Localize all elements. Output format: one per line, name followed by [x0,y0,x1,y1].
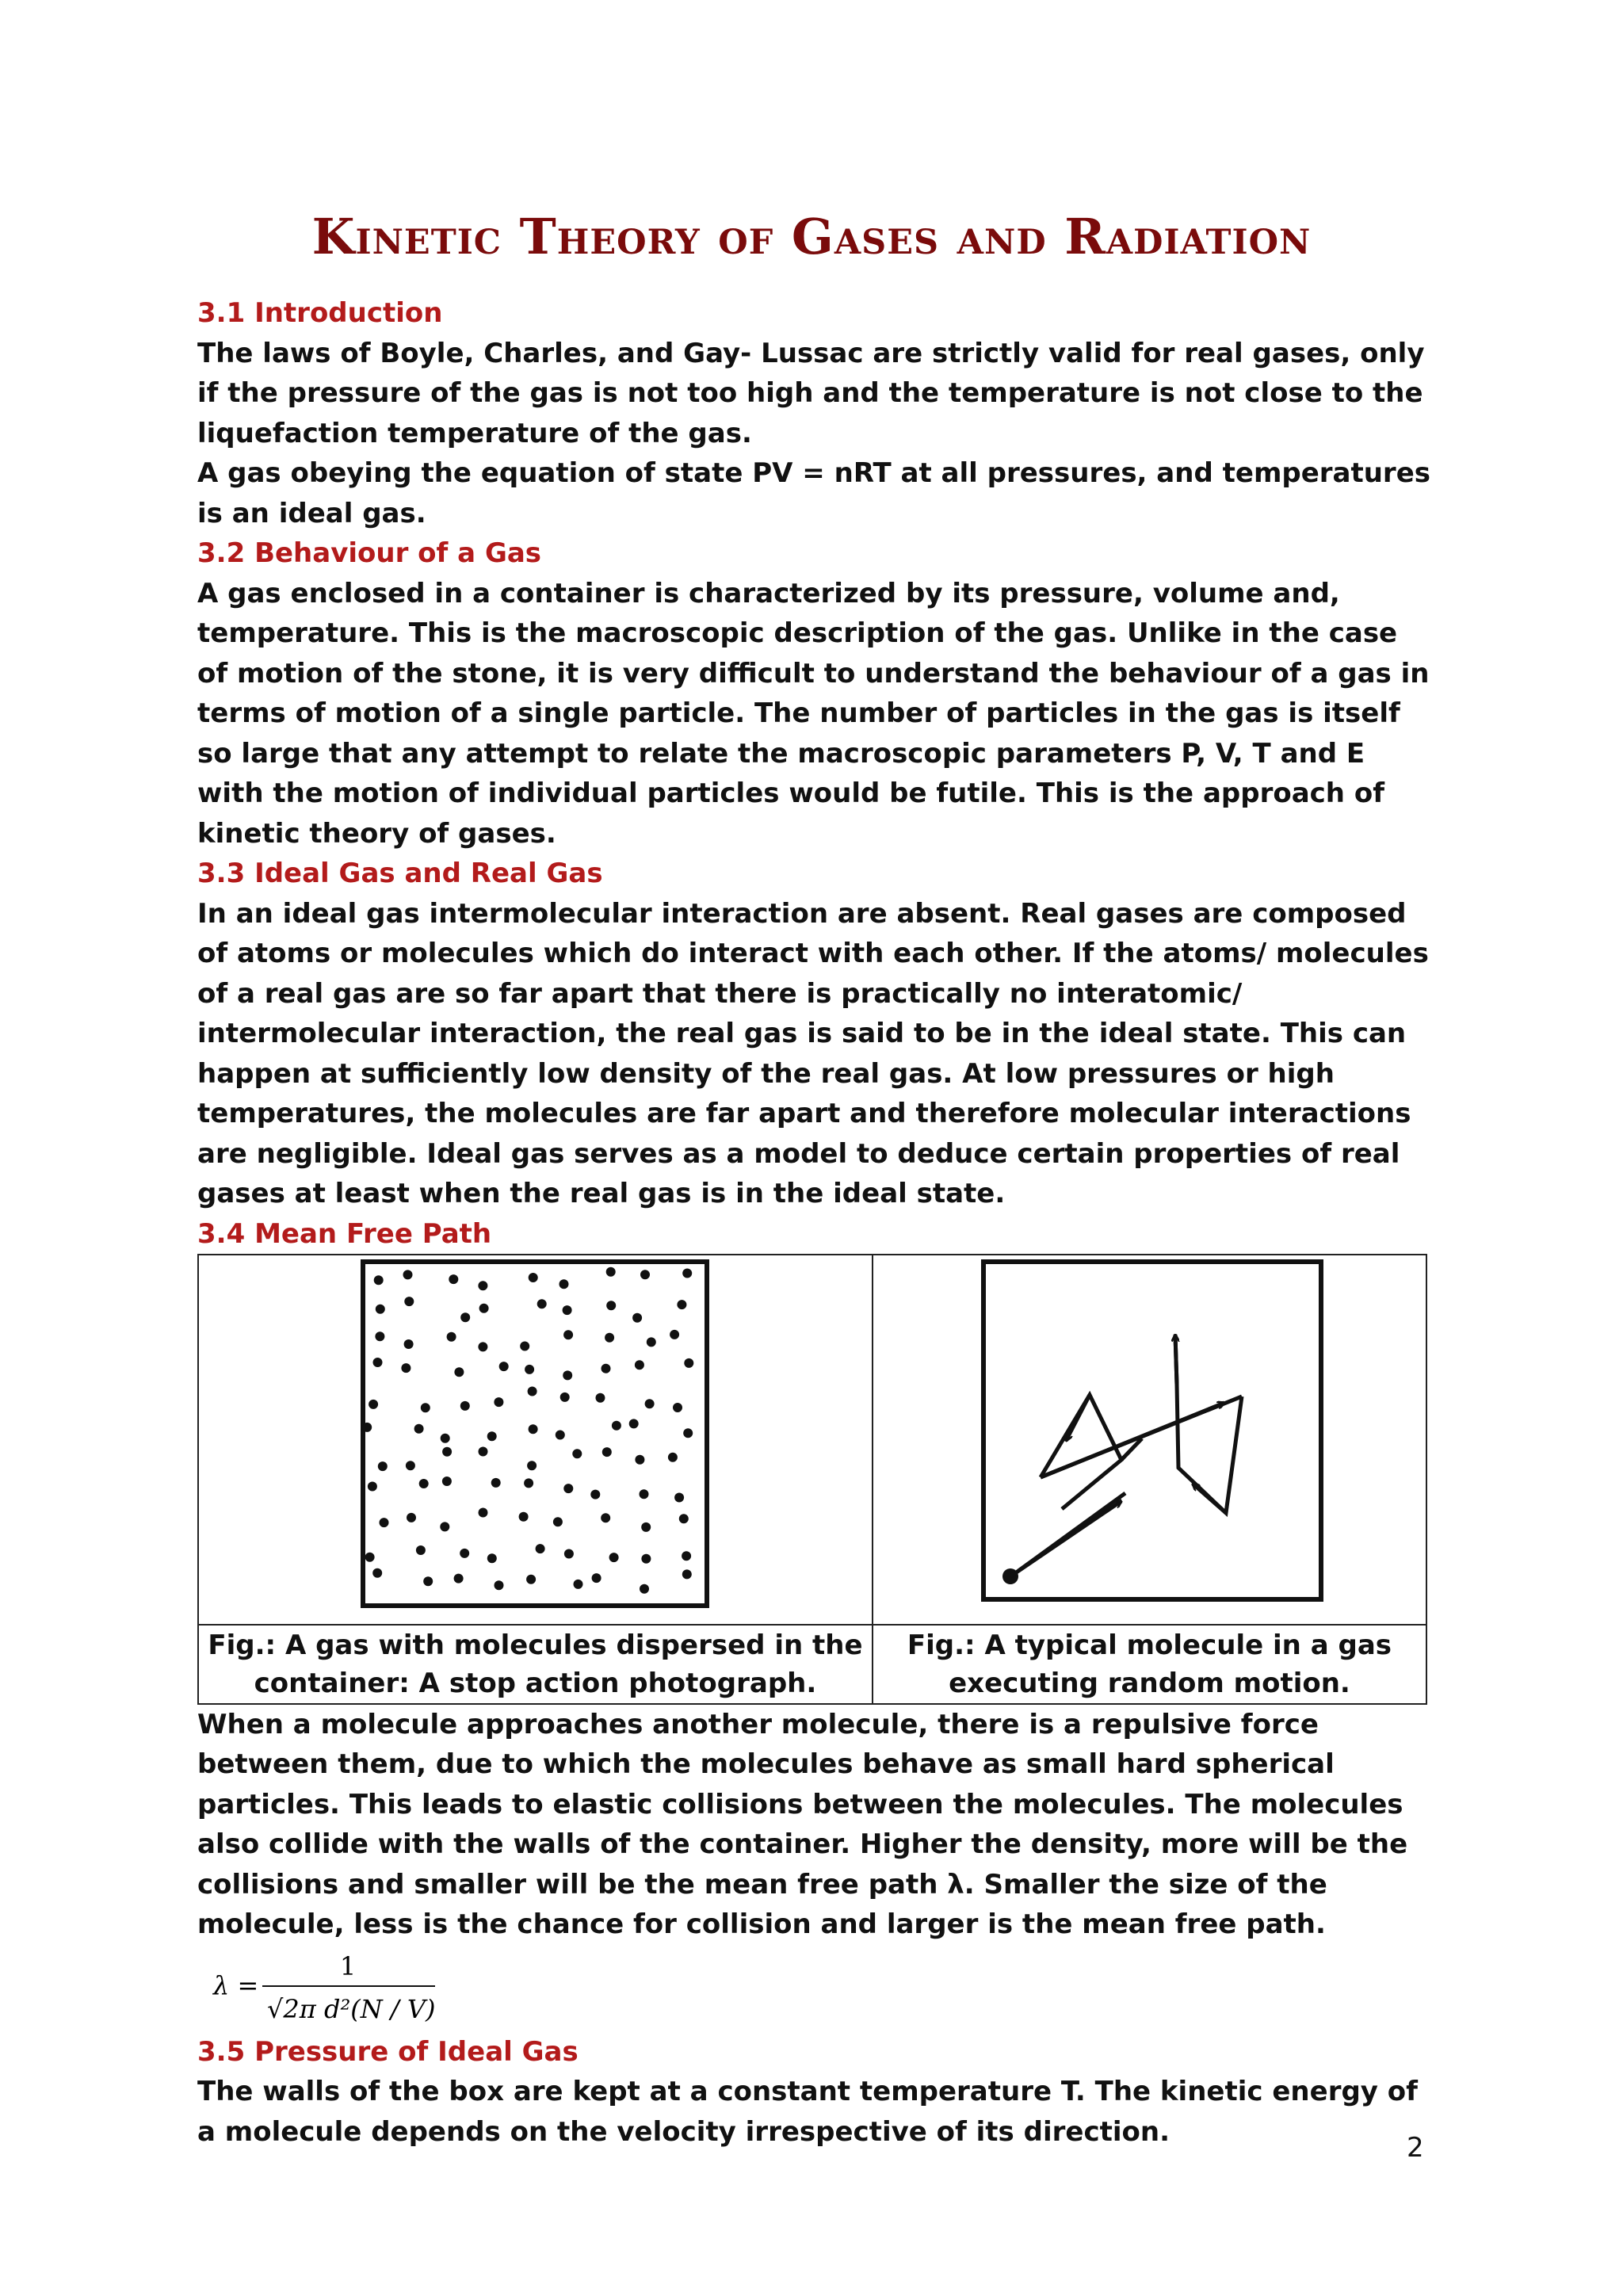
molecule-dot [380,1518,389,1527]
molecule-dot [537,1299,547,1308]
molecule-dot [460,1549,470,1558]
molecule-dot [443,1447,453,1457]
molecule-dot [479,1342,488,1351]
molecule-dot [563,1305,572,1315]
molecule-dot [536,1544,545,1553]
molecule-dot [461,1312,471,1322]
molecule-dot [495,1397,504,1407]
molecule-dot [416,1545,426,1555]
gas-molecules-figure [357,1255,713,1612]
molecule-dot [455,1367,464,1377]
molecule-dot [499,1362,509,1371]
molecule-dot [454,1574,464,1584]
molecule-dot [685,1358,694,1368]
molecule-dot [529,1273,538,1282]
section-heading-ideal-real-gas: 3.3 Ideal Gas and Real Gas [197,858,603,889]
molecule-dot [373,1568,383,1578]
molecule-dot [684,1428,693,1438]
molecule-dot [564,1549,574,1559]
molecule-dot [601,1513,611,1522]
molecule-dot [373,1358,383,1367]
formula-lhs: λ = [213,1969,259,2000]
section-heading-introduction: 3.1 Introduction [197,297,443,329]
molecule-dot [602,1447,612,1457]
molecule-dot [678,1300,687,1309]
molecule-dot [460,1401,470,1411]
content [197,293,1434,2152]
molecule-dot [521,1342,530,1351]
molecule-dot [405,1297,414,1306]
molecule-dot [487,1553,497,1563]
molecule-dot [403,1270,413,1279]
molecule-dot [640,1270,650,1279]
random-motion-figure [971,1255,1327,1612]
paragraph: A gas enclosed in a container is characterized by its pressure, volume and, temperature. This is the macroscopic description of the gas. Unlike in the case of motion of the stone, it is very difficult to understand the behaviour of a gas in terms of motion of a single particle. The number of particles in the gas is itself so large that any attempt to relate the macroscopic parameters P, V, T and E with the motion of individual particles would be futile. This is the approach of kinetic theory of gases. [197,577,1430,850]
molecule-dot [574,1580,583,1589]
molecule-dot [564,1330,574,1339]
molecule-dot [636,1455,645,1465]
molecule-dot [629,1419,639,1428]
molecule-dot [642,1522,651,1532]
molecule-dot [414,1424,424,1434]
molecule-dot [560,1392,570,1402]
paragraph: When a molecule approaches another molecule, there is a repulsive force between them, due to which the molecules behave as small hard spherical particles. This leads to elastic collisions between the molecules. The molecules also collide with the walls of the container. Higher the density, more will be the collisions and smaller will be the mean free path λ. Smaller the size of the molecule, less is the chance for collision and larger is the mean free path. [197,1708,1408,1940]
molecule-dot [528,1387,537,1396]
molecule-dot [491,1478,501,1488]
molecule-dot [421,1403,430,1412]
molecule-dot [633,1313,643,1323]
molecule-dot [642,1554,651,1564]
molecule-dot [407,1513,416,1522]
paragraph: The laws of Boyle, Charles, and Gay- Lussac are strictly valid for real gases, only if the pressure of the gas is not too high and the temperature is not close to the liquefaction temperature of the gas. [197,337,1425,449]
molecule-dot [378,1461,388,1471]
molecule-dot [447,1332,456,1342]
molecule-dot [528,1461,537,1470]
molecule-dot [369,1400,379,1409]
molecule-dot [605,1333,615,1343]
molecule-dot [640,1489,649,1499]
molecule-dot [376,1305,385,1314]
molecule-dot [441,1434,450,1443]
molecule-dot [479,1281,488,1290]
molecule-dot [374,1275,384,1285]
molecule-dot [564,1484,574,1493]
molecule-dot [601,1364,611,1373]
mean-free-path-formula [197,1945,1434,2032]
molecule-dot [635,1360,644,1370]
molecule-dot [402,1363,411,1373]
molecule-dot [553,1517,563,1526]
molecule-dot [609,1553,619,1562]
figure-gas-molecules [198,1255,873,1625]
molecule-dot [449,1274,459,1284]
molecule-dot [607,1301,617,1310]
molecule-dot [525,1365,535,1374]
formula-numerator: 1 [339,1950,357,1981]
molecule-dot [683,1269,693,1278]
molecule-dot [487,1431,497,1441]
molecule-dot [559,1279,569,1289]
molecule-dot [419,1479,429,1488]
molecule-dot [573,1449,582,1458]
molecule-dot [529,1424,538,1434]
molecule-dots [363,1267,694,1594]
page-number: 2 [1407,2132,1424,2164]
molecule-dot [442,1477,452,1486]
molecule-dot [647,1337,656,1347]
molecule-dot [679,1514,689,1523]
figure-random-motion [873,1255,1426,1625]
figure-caption-random-motion: Fig.: A typical molecule in a gas executing random motion. [873,1625,1426,1704]
molecule-dot [673,1403,682,1412]
formula-denominator: √2π d²(N / V) [267,1993,436,2024]
molecule-dot [670,1330,680,1339]
molecule-dot [682,1569,692,1579]
section-heading-mean-free-path: 3.4 Mean Free Path [197,1217,492,1250]
molecule-dot [640,1584,649,1594]
molecule-dot [479,1304,489,1313]
molecule-dot [645,1399,655,1408]
figure-table [197,1254,1427,1705]
paragraph: A gas obeying the equation of state PV = nRT at all pressures, and temperatures is an ideal gas. [197,457,1430,529]
molecule-dot [363,1423,372,1432]
molecule-dot [592,1573,601,1583]
molecule-dot [556,1431,565,1440]
molecule-dot [525,1478,534,1488]
molecule-dot [668,1453,678,1462]
molecule-dot [675,1493,685,1503]
molecule-dot [612,1421,621,1431]
molecule-dot [606,1267,616,1277]
molecule-dot [519,1512,529,1522]
molecule-dot [563,1370,573,1380]
molecule-dot [406,1461,415,1470]
molecule-dot [527,1575,537,1584]
molecule-dot [479,1447,488,1457]
molecule-dot [596,1393,605,1403]
paragraph: In an ideal gas intermolecular interaction are absent. Real gases are composed of atoms or molecules which do interact with each other. If the atoms/ molecules of a real gas are so far apart that there is practically no interatomic/ intermolecular interaction, the real gas is said to be in the ideal state. This can happen at sufficiently low density of the real gas. At low pressures or high temperatures, the molecules are far apart and therefore molecular interactions are negligible. Ideal gas serves as a model to deduce certain properties of real gases at least when the real gas is in the ideal state. [197,897,1429,1209]
section-heading-behaviour: 3.2 Behaviour of a Gas [197,537,542,569]
molecule-dot [682,1551,692,1561]
molecule-dot [424,1576,433,1586]
molecule-dot [441,1522,450,1531]
molecule-dot [404,1339,414,1349]
figure-caption-gas-molecules: Fig.: A gas with molecules dispersed in the container: A stop action photograph. [198,1625,873,1704]
paragraph: The walls of the box are kept at a constant temperature T. The kinetic energy of a molecule depends on the velocity irrespective of its direction. [197,2076,1418,2148]
page-title: Kinetic Theory of Gases and Radiation [311,208,1312,266]
molecule-dot [365,1553,375,1562]
molecule-dot [479,1508,488,1518]
section-heading-pressure: 3.5 Pressure of Ideal Gas [197,2035,579,2068]
molecule-dot [376,1331,385,1341]
molecule-dot [591,1490,601,1499]
molecule-dot [368,1482,377,1492]
molecule-dot [495,1580,504,1590]
